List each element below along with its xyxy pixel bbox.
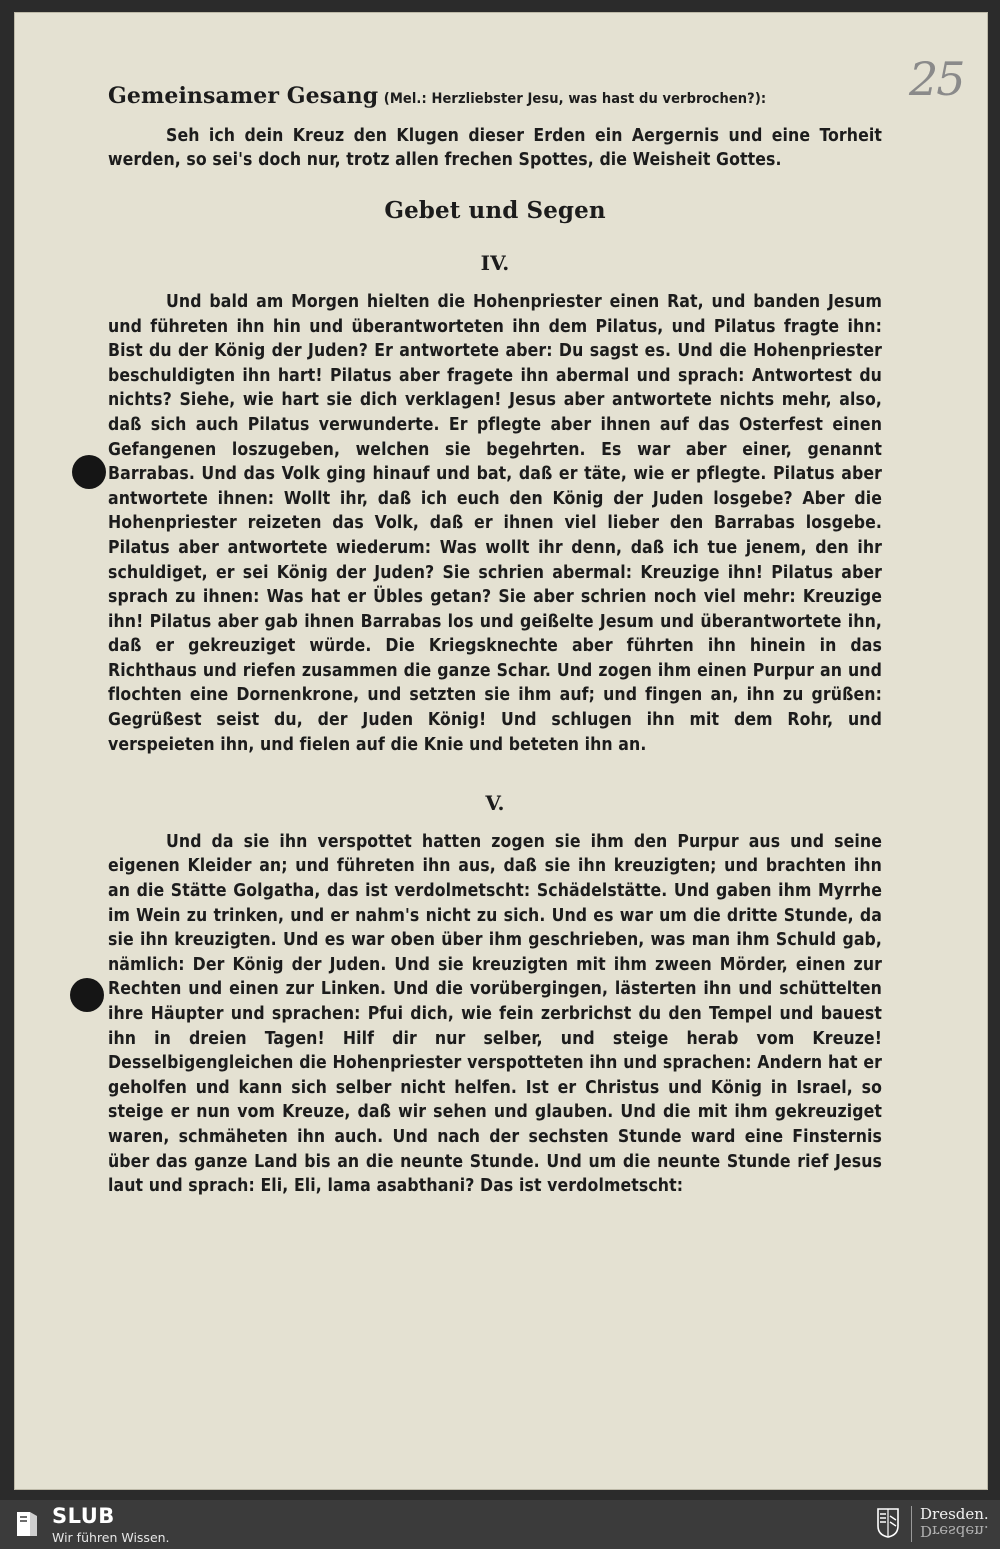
punch-hole-lower	[70, 978, 104, 1012]
section-numeral-v: V.	[485, 791, 505, 816]
section-numeral-iv: IV.	[480, 251, 510, 276]
section-text-iv: Und bald am Morgen hielten die Hohenpriester einen Rat, und banden Jesum und führeten ihn hin und überantworteten ihn dem Pilatus, und Pilatus fragte ihn: Bist du der König der Juden? Er antwortete aber: Du sagst es. Und die Hohenpriester beschuldigten ihn hart! Pilatus aber fragete ihn abermal und sprach: Antwortest du nichts? Siehe, wie hart sie dich verklagen! Jesus aber antwortete nichts mehr, also, daß sich auch Pilatus verwunderte. Er pflegte aber ihnen auf das Osterfest einen Gefangenen loszugeben, welchen sie begehrten. Es war aber einer, genannt Barrabas. Und das Volk ging hinauf und bat, daß er täte, wie er pflegte. Pilatus aber antwortete ihnen: Wollt ihr, daß ich euch den König der Juden losgebe? Aber die Hohenpriester reizeten das Volk, daß er ihnen viel lieber den Barrabas losgebe. Pilatus aber antwortete wiederum: Was wollt ihr denn, daß ich tue jenem, den ihr schuldiget, er sei König der Juden? Sie schrien abermal: Kreuzige ihn! Pilatus aber sprach zu ihnen: Was hat er Übles getan? Sie aber schrien noch viel mehr: Kreuzige ihn! Pilatus aber gab ihnen Barrabas los und geißelte Jesum und überantwortete ihn, daß er gekreuziget würde. Die Kriegsknechte aber führten ihn hinein in das Richthaus und riefen zusammen die ganze Schar. Und zogen ihm einen Purpur an und flochten eine Dornenkrone, und setzten sie ihm auf; und fingen an, ihn zu grüßen: Gegrüßest seist du, der Juden König! Und schlugen ihn mit dem Rohr, und verspeieten ihn, und fielen auf die Knie und beteten ihn an.	[108, 291, 882, 755]
page-number: 25	[909, 52, 964, 106]
section-text-v: Und da sie ihn verspottet hatten zogen sie ihm den Purpur aus und seine eigenen Kleider an; und führeten ihn aus, daß sie ihn kreuzigten; und brachten ihn an die Stätte Golgatha, das ist verdolmetscht: Schädelstätte. Und gaben ihm Myrrhe im Wein zu trinken, und er nahm's nicht zu sich. Und es war um die dritte Stunde, da sie ihn kreuzigten. Und es war oben über ihm geschrieben, was man ihm Schuld gab, nämlich: Der König der Juden. Und sie kreuzigten mit ihm zween Mörder, einen zur Rechten und einen zur Linken. Und die vorübergingen, lästerten ihn und schüttelten ihre Häupter und sprachen: Pfui dich, wie fein zerbrichst du den Tempel und bauest ihn in dreien Tagen! Hilf dir nur selber, und steige herab vom Kreuze! Desselbigengleichen die Hohenpriester verspotteten ihn und sprachen: Andern hat er geholfen und kann sich selber nicht helfen. Ist er Christus und König in Israel, so steige er nun vom Kreuze, daß wir sehen und glauben. Und die mit ihm gekreuziget waren, schmäheten ihn auch. Und nach der sechsten Stunde ward eine Finsternis über das ganze Land bis an die neunte Stunde. Und um die neunte Stunde rief Jesus laut und sprach: Eli, Eli, lama asabthani? Das ist verdolmetscht:	[108, 831, 882, 1197]
slub-logo-icon[interactable]	[14, 1509, 40, 1539]
dresden-name-reflection: Dresden.	[920, 1522, 989, 1540]
footer-separator	[911, 1506, 912, 1542]
dresden-crest-icon	[877, 1508, 899, 1538]
dresden-name[interactable]: Dresden.	[920, 1505, 989, 1523]
footer-bar	[0, 1500, 1000, 1549]
slub-name[interactable]: SLUB	[52, 1504, 115, 1528]
hymn-melody: (Mel.: Herzliebster Jesu, was hast du verbrochen?):	[383, 91, 767, 107]
prayer-heading: Gebet und Segen	[384, 196, 606, 224]
hymn-title: Gemeinsamer Gesang	[108, 83, 379, 109]
hymn-heading	[108, 84, 882, 112]
punch-hole-upper	[72, 455, 106, 489]
page-content	[108, 84, 882, 1199]
hymn-text: Seh ich dein Kreuz den Klugen dieser Erden ein Aergernis und eine Torheit werden, so sei's doch nur, trotz allen frechen Spottes, die Weisheit Gottes.	[108, 125, 882, 171]
slub-tagline: Wir führen Wissen.	[52, 1530, 170, 1545]
